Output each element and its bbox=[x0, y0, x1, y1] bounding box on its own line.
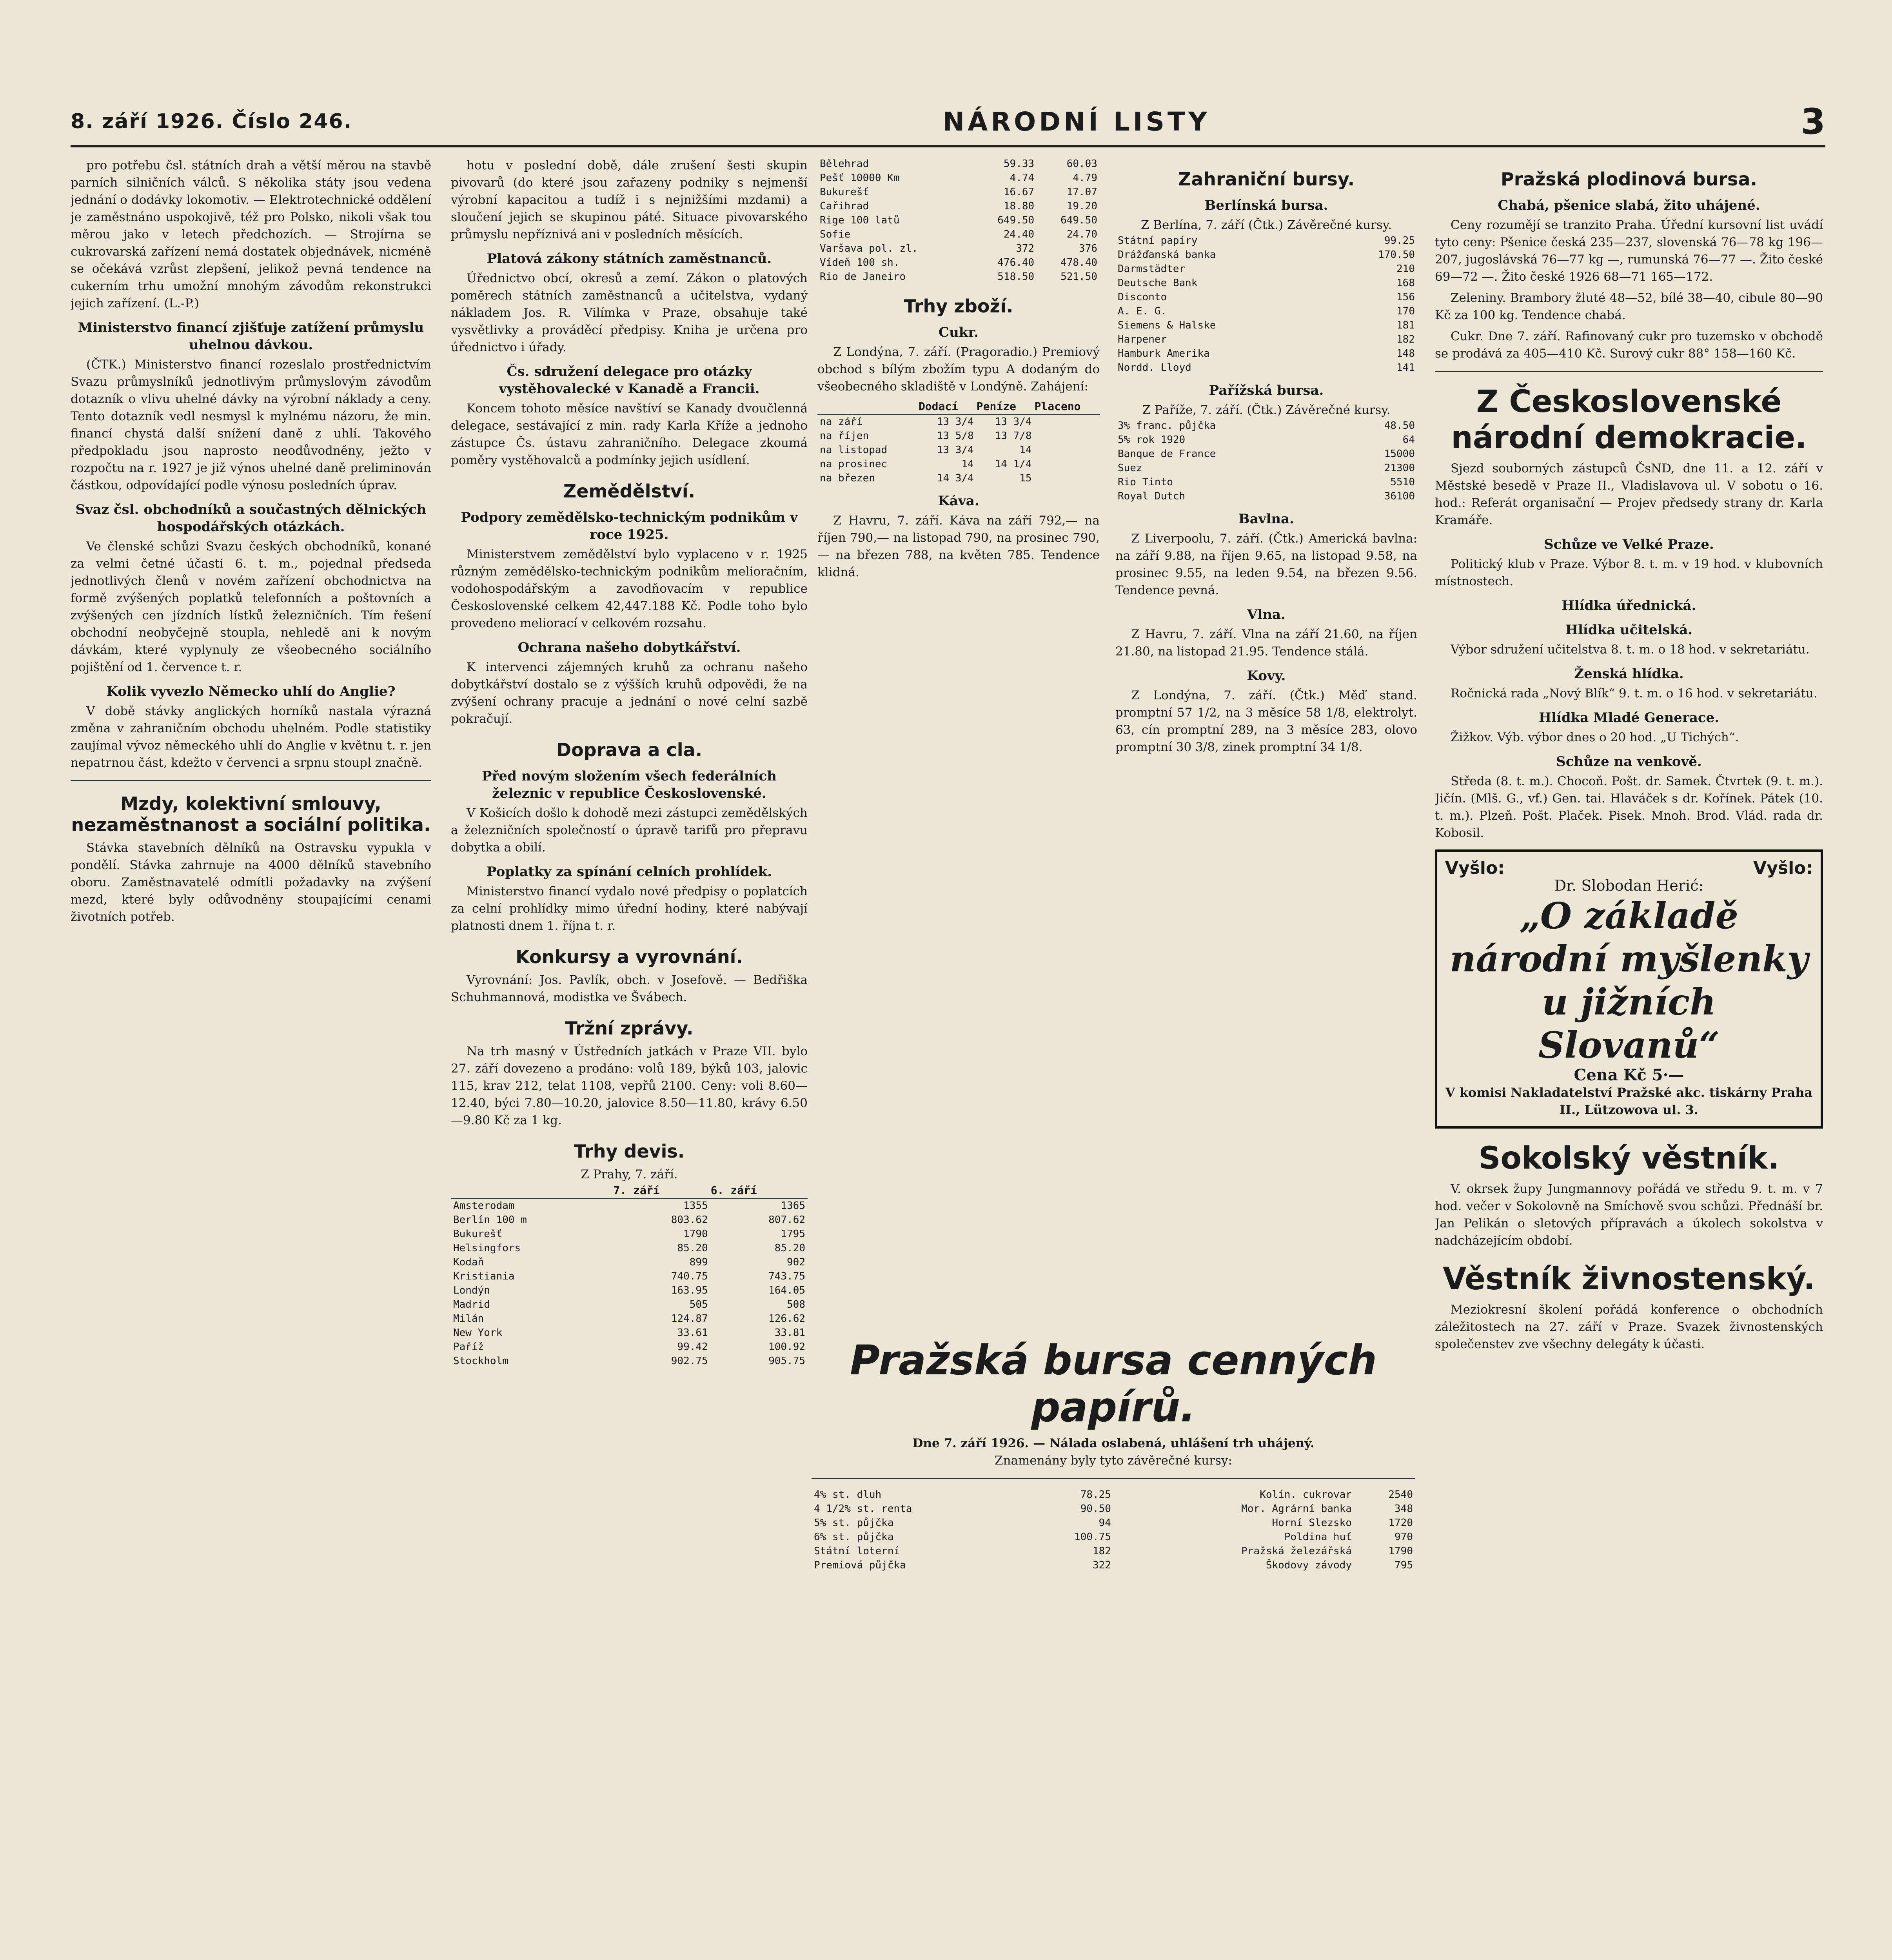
table-row bbox=[817, 414, 1100, 429]
table-cell: 85.20 bbox=[774, 1242, 805, 1254]
article-text: V. okrsek župy Jungmannovy pořádá ve středu 9. t. m. v 7 hod. večer v Sokolovně na Smíchově svou schůzi. Přednáší br. Jan Pelikán o sletových přípravách a úkolech sokolstva v nadcházejícím období. bbox=[1435, 1182, 1823, 1248]
table-cell: Bukurešť bbox=[453, 1228, 503, 1240]
ad-author: Dr. Slobodan Herić: bbox=[1554, 877, 1704, 894]
table-cell: 649.50 bbox=[997, 214, 1035, 226]
table-cell bbox=[1034, 429, 1100, 443]
article-text: Vyrovnání: Jos. Pavlík, obch. v Josefově. — Bedřiška Schuhmannová, modistka ve Švábech. bbox=[451, 973, 808, 1004]
ad-price: Cena Kč 5·— bbox=[1574, 1066, 1684, 1084]
table-row bbox=[1115, 276, 1417, 290]
table-cell: 4 1/2% st. renta bbox=[814, 1503, 912, 1515]
column-2 bbox=[451, 157, 808, 1960]
section-heading: Tržní zprávy. bbox=[565, 1018, 694, 1039]
section-heading: Pražská plodinová bursa. bbox=[1501, 169, 1757, 190]
article-heading: Cukr. bbox=[939, 325, 979, 340]
table-row bbox=[1115, 332, 1417, 347]
table-cell: 21300 bbox=[1384, 462, 1415, 474]
divider bbox=[812, 1478, 1415, 1479]
article-text: Na trh masný v Ústředních jatkách v Praze VII. bylo 27. září dovezeno a prodáno: volů 189, býků 103, jalovic 115, krav 212, telat 1108, vepřů 2100. Ceny: voli 8.60—12.40, býci 7.80—10.20, jalovice 8.50—11.80, krávy 6.50—9.80 Kč za 1 kg. bbox=[451, 1044, 808, 1127]
section-heading: Zemědělství. bbox=[563, 481, 695, 502]
table-cell: 1790 bbox=[1388, 1545, 1413, 1557]
table-cell: 4.79 bbox=[1073, 172, 1097, 184]
table-cell: 163.95 bbox=[671, 1285, 708, 1296]
article-heading: Hlídka Mladé Generace. bbox=[1538, 710, 1720, 726]
table-cell: 478.40 bbox=[1060, 257, 1097, 269]
paris-table bbox=[1115, 419, 1417, 503]
table-cell: Státní papíry bbox=[1118, 235, 1198, 247]
table-cell: 5510 bbox=[1390, 476, 1415, 488]
table-cell: 902 bbox=[787, 1256, 805, 1268]
table-cell: 4% st. dluh bbox=[814, 1489, 882, 1501]
table-cell: 740.75 bbox=[671, 1270, 708, 1282]
table-cell: 24.70 bbox=[1066, 229, 1097, 240]
table-row bbox=[812, 1558, 1415, 1572]
table-cell: Paříž bbox=[453, 1341, 484, 1353]
table-cell bbox=[1034, 457, 1100, 471]
table-cell: Suez bbox=[1118, 462, 1142, 474]
table-row bbox=[1115, 347, 1417, 361]
article-heading: Platová zákony státních zaměstnanců. bbox=[487, 251, 772, 267]
table-cell: Stockholm bbox=[453, 1355, 508, 1367]
table-cell: 156 bbox=[1396, 291, 1415, 303]
article-text: Stávka stavebních dělníků na Ostravsku vypukla v pondělí. Stávka zahrnuje na 4000 dělníků stavebního oboru. Zaměstnavatelé odmítli požadavky na zvýšení mezd, které byly odůvodněny stoupajícími cenami životních potřeb. bbox=[71, 841, 431, 924]
table-cell: na listopad bbox=[820, 444, 888, 456]
stock-subtitle: Dne 7. září 1926. — Nálada oslabená, uhlášení trh uhájený. bbox=[912, 1436, 1315, 1450]
article-text: Z Londýna, 7. září. (Pragoradio.) Premiový obchod s bílým zbožím typu A dodaným do všeobecného skladiště v Londýně. Zahájení: bbox=[817, 345, 1100, 394]
table-cell: Škodovy závody bbox=[1266, 1559, 1352, 1571]
table-cell: 13 3/4 bbox=[995, 416, 1032, 428]
article-heading: Před novým složením všech federálních železnic v republice Československé. bbox=[482, 768, 777, 801]
article-heading: Kolik vyvezlo Německo uhlí do Anglie? bbox=[106, 684, 396, 699]
page-number: 3 bbox=[1801, 101, 1825, 142]
table-cell: Drážďanská banka bbox=[1118, 249, 1216, 261]
table-cell: 100.75 bbox=[1074, 1531, 1111, 1543]
table-cell: 13 3/4 bbox=[937, 416, 974, 428]
table-cell: 4.74 bbox=[1010, 172, 1035, 184]
article-text: Ročnická rada „Nový Blík“ 9. t. m. o 16 hod. v sekretariátu. bbox=[1451, 686, 1818, 701]
table-cell: 376 bbox=[1079, 243, 1097, 254]
paris-caption: Z Paříže, 7. září. (Čtk.) Závěrečné kursy. bbox=[1142, 403, 1391, 417]
table-cell: na prosinec bbox=[820, 458, 888, 470]
table-cell: 33.81 bbox=[774, 1327, 805, 1339]
article-text: Z Havru, 7. září. Vlna na září 21.60, na říjen 21.80, na listopad 21.95. Tendence stálá. bbox=[1115, 627, 1417, 659]
stock-note: Znamenány byly tyto závěrečné kursy: bbox=[995, 1454, 1232, 1468]
article-text: Ministerstvem zemědělství bylo vyplaceno v r. 1925 různým zemědělsko-technickým podnikům melioračním, vodohospodářským a zavodňovacím v republice Československé celkem 42,447.188 Kč. Podle toho bylo provedeno meliorací v celkovém rozsahu. bbox=[451, 547, 808, 630]
table-row bbox=[451, 1269, 808, 1283]
table-cell: 33.61 bbox=[677, 1327, 708, 1339]
table-cell: 905.75 bbox=[768, 1355, 805, 1367]
table-cell: 181 bbox=[1396, 319, 1415, 331]
newspaper-title: NÁRODNÍ LISTY bbox=[943, 106, 1210, 137]
article-text: K intervenci zájemných kruhů za ochranu našeho dobytkářství dostalo se z výšších kruhů odpovědi, že na zvýšení ochrany pracuje a jednání o nové celní sazbě pokračují. bbox=[451, 660, 808, 726]
table-row bbox=[451, 1227, 808, 1241]
table-row bbox=[451, 1213, 808, 1227]
article-text: Ve členské schůzi Svazu českých obchodníků, konané za velmi četné účasti 6. t. m., pojednal předseda jednotlivých členů v novém zařízení obchodnictva na formě zvýšených poplatků telefonních a poštovních a zvýšených cen jízdních lístků železničních. Tím řešení obchodní neobyčejně stoupla, nehledě ani k novým dávkám, které vyplynuly ze všeobecného sociálního pojištění od 1. července t. r. bbox=[71, 539, 431, 674]
table-cell: 19.20 bbox=[1066, 200, 1097, 212]
table-row bbox=[817, 157, 1100, 171]
table-row bbox=[817, 213, 1100, 227]
article-text: Úřednictvo obcí, okresů a zemí. Zákon o platových poměrech státních zaměstnanců a učitelstva, vydaný nákladem Jos. R. Vilímka v Praze, obsahuje také vysvětlivky a prováděcí předpisy. Kniha je určena pro úřednictvo i úřady. bbox=[451, 271, 808, 354]
table-cell: 141 bbox=[1396, 362, 1415, 374]
table-row bbox=[451, 1326, 808, 1340]
book-advertisement bbox=[1435, 849, 1823, 1129]
table-cell: 348 bbox=[1394, 1503, 1413, 1515]
article-heading: Schůze ve Velké Praze. bbox=[1544, 537, 1714, 552]
table-cell: 16.67 bbox=[1003, 186, 1035, 198]
table-row bbox=[817, 471, 1100, 485]
table-cell: 970 bbox=[1394, 1531, 1413, 1543]
table-cell: Nordd. Lloyd bbox=[1118, 362, 1191, 374]
table-cell: Bělehrad bbox=[820, 158, 869, 170]
stock-table bbox=[812, 1488, 1415, 1572]
article-text: Z Havru, 7. září. Káva na září 792,— na říjen 790,— na listopad 790, na prosinec 790,— na březen 788, na květen 785. Tendence klidná. bbox=[817, 514, 1100, 579]
table-row bbox=[1115, 419, 1417, 433]
article-text: Z Liverpoolu, 7. září. (Čtk.) Americká bavlna: na září 9.88, na říjen 9.65, na listopad 9.58, na prosinec 9.55, na leden 9.54, na březen 9.56. Tendence pevná. bbox=[1115, 532, 1417, 597]
table-cell: 210 bbox=[1396, 263, 1415, 275]
table-cell: 14 3/4 bbox=[937, 472, 974, 484]
table-row bbox=[1115, 262, 1417, 276]
column-1 bbox=[71, 157, 431, 1960]
table-cell: 3% franc. půjčka bbox=[1118, 420, 1216, 432]
devis-table bbox=[451, 1183, 808, 1368]
table-cell bbox=[1034, 471, 1100, 485]
table-cell: Darmstädter bbox=[1118, 263, 1186, 275]
table-cell: 1795 bbox=[781, 1228, 805, 1240]
sugar-table bbox=[817, 399, 1100, 485]
rates-table bbox=[817, 157, 1100, 284]
table-cell: Poldina huť bbox=[1284, 1531, 1352, 1543]
table-cell: 1355 bbox=[683, 1200, 708, 1212]
table-cell: Sofie bbox=[820, 229, 851, 240]
table-cell: Amsterodam bbox=[453, 1200, 515, 1212]
table-header: Peníze bbox=[976, 399, 1034, 414]
divider bbox=[1435, 371, 1823, 372]
table-row bbox=[1115, 433, 1417, 447]
table-row bbox=[812, 1488, 1415, 1502]
article-heading: Čs. sdružení delegace pro otázky vystěhovalecké v Kanadě a Francii. bbox=[499, 364, 760, 397]
table-cell: 18.80 bbox=[1003, 200, 1035, 212]
table-cell: Bukurešť bbox=[820, 186, 869, 198]
table-cell: 2540 bbox=[1388, 1489, 1413, 1501]
table-cell: 521.50 bbox=[1060, 271, 1097, 283]
table-cell: Helsingfors bbox=[453, 1242, 521, 1254]
table-row bbox=[1115, 290, 1417, 304]
table-header: 7. září bbox=[613, 1183, 710, 1198]
table-cell: 14 1/4 bbox=[995, 458, 1032, 470]
trade-heading: Věstník živnostenský. bbox=[1443, 1261, 1815, 1297]
table-cell: Rio de Janeiro bbox=[820, 271, 906, 283]
table-row bbox=[1115, 234, 1417, 248]
table-cell: Rio Tinto bbox=[1118, 476, 1173, 488]
table-row bbox=[812, 1502, 1415, 1516]
table-cell: Horní Slezsko bbox=[1272, 1517, 1352, 1529]
table-cell: 5% st. půjčka bbox=[814, 1517, 894, 1529]
table-row bbox=[1115, 318, 1417, 332]
article-text: Zeleniny. Brambory žluté 48—52, bílé 38—40, cibule 80—90 Kč za 100 kg. Tendence chabá. bbox=[1435, 291, 1823, 322]
article-text: hotu v poslední době, dále zrušení šesti skupin pivovarů (do které jsou zařazeny podniky s nejmenší výrobní kapacitou a tudíž i s nejnižšími mzdami) a sloučení jejich se skupinou páté. Situace pivovarského průmyslu nepříznivá ani v posledních měsících. bbox=[451, 158, 808, 241]
section-heading: Doprava a cla. bbox=[556, 739, 703, 760]
issue-date: 8. září 1926. Číslo 246. bbox=[71, 110, 352, 133]
table-cell: Mor. Agrární banka bbox=[1241, 1503, 1352, 1515]
table-header bbox=[817, 399, 918, 414]
article-heading: Poplatky za spínání celních prohlídek. bbox=[487, 864, 772, 880]
table-cell: Banque de France bbox=[1118, 448, 1216, 460]
divider bbox=[71, 780, 431, 781]
table-cell: 100.92 bbox=[768, 1341, 805, 1353]
table-cell: Kolín. cukrovar bbox=[1260, 1489, 1352, 1501]
article-text: Z Londýna, 7. září. (Čtk.) Měď stand. promptní 57 1/2, na 3 měsíce 58 1/8, elektrolyt. 63, cín promptní 289, na 3 měsíce 283, olovo promptní 30 3/8, zinek promptní 34 1/8. bbox=[1115, 688, 1417, 754]
ad-label-right: Vyšlo: bbox=[1753, 858, 1813, 878]
article-text: Ministerstvo financí vydalo nové předpisy o poplatcích za celní prohlídky mimo úřední hodiny, které nabývají platnosti dnem 1. října t. r. bbox=[451, 884, 808, 933]
table-row bbox=[812, 1530, 1415, 1544]
article-text: Cukr. Dne 7. září. Rafinovaný cukr pro tuzemsko v obchodě se prodává za 405—410 Kč. Surový cukr 88° 158—160 Kč. bbox=[1435, 329, 1823, 361]
devis-caption: Z Prahy, 7. září. bbox=[581, 1167, 678, 1181]
table-cell: 59.33 bbox=[1003, 158, 1035, 170]
table-header: 6. září bbox=[710, 1183, 808, 1198]
table-header: Placeno bbox=[1034, 399, 1100, 414]
table-cell: 170 bbox=[1396, 305, 1415, 317]
article-heading: Vlna. bbox=[1247, 607, 1286, 622]
table-cell: 372 bbox=[1016, 243, 1035, 254]
article-heading: Bavlna. bbox=[1238, 511, 1295, 527]
table-cell: na březen bbox=[820, 472, 875, 484]
masthead bbox=[71, 98, 1825, 147]
table-cell: Disconto bbox=[1118, 291, 1167, 303]
ad-publisher: V komisi Nakladatelství Pražské akc. tiskárny Praha II., Lützowova ul. 3. bbox=[1445, 1085, 1813, 1117]
article-text: Meziokresní školení pořádá konference o obchodních záležitostech na 27. září v Praze. Svazek živnostenských společenstev zve všechny delegáty k účasti. bbox=[1435, 1303, 1823, 1351]
article-text: Žižkov. Výb. výbor dnes o 20 hod. „U Tichých“. bbox=[1451, 730, 1739, 744]
table-cell: 60.03 bbox=[1066, 158, 1097, 170]
table-cell: 182 bbox=[1396, 334, 1415, 345]
section-heading: Mzdy, kolektivní smlouvy, nezaměstnanost a sociální politika. bbox=[71, 793, 431, 835]
table-row bbox=[817, 199, 1100, 213]
article-heading: Chabá, pšenice slabá, žito uhájené. bbox=[1498, 198, 1760, 213]
table-row bbox=[817, 227, 1100, 241]
table-cell: A. E. G. bbox=[1118, 305, 1167, 317]
table-row bbox=[812, 1516, 1415, 1530]
stock-title: Pražská bursa cenných papírů. bbox=[850, 1336, 1377, 1431]
table-row bbox=[1115, 248, 1417, 262]
article-text: V Košicích došlo k dohodě mezi zástupci zemědělských a železničních společností o úpravě tarifů pro přepravu dobytka a obilí. bbox=[451, 806, 808, 855]
table-cell: 126.62 bbox=[768, 1313, 805, 1325]
table-cell: 24.40 bbox=[1003, 229, 1035, 240]
article-text: Ceny rozumějí se tranzito Praha. Úřední kursovní list uvádí tyto ceny: Pšenice česká 235—237, slovenská 76—78 kg 196—207, jugoslávská 76—77 kg —, rumunská 76—77 —. Žito české 69—72 —. Žito české 1926 68—71 165—172. bbox=[1435, 218, 1823, 284]
table-cell: Royal Dutch bbox=[1118, 490, 1186, 502]
section-heading: Trhy zboží. bbox=[904, 296, 1013, 317]
table-cell: New York bbox=[453, 1327, 503, 1339]
table-row bbox=[451, 1198, 808, 1213]
table-header bbox=[451, 1183, 613, 1198]
table-row bbox=[451, 1255, 808, 1269]
table-cell: 182 bbox=[1093, 1545, 1111, 1557]
table-row bbox=[451, 1354, 808, 1368]
ad-label-left: Vyšlo: bbox=[1445, 858, 1505, 878]
table-row bbox=[817, 256, 1100, 270]
table-cell: Cařihrad bbox=[820, 200, 869, 212]
article-heading: Svaz čsl. obchodníků a součastných dělnických hospodářských otázkách. bbox=[75, 502, 427, 535]
article-heading: Schůze na venkově. bbox=[1556, 754, 1702, 769]
table-cell: 6% st. půjčka bbox=[814, 1531, 894, 1543]
table-cell: Rige 100 latů bbox=[820, 214, 900, 226]
article-heading: Ministerstvo financí zjišťuje zatížení průmyslu uhelnou dávkou. bbox=[78, 320, 424, 353]
table-row bbox=[451, 1283, 808, 1298]
table-cell: 124.87 bbox=[671, 1313, 708, 1325]
table-cell: Hamburk Amerika bbox=[1118, 348, 1210, 359]
table-row bbox=[817, 241, 1100, 256]
table-cell: 13 3/4 bbox=[937, 444, 974, 456]
article-heading: Berlínská bursa. bbox=[1204, 198, 1328, 213]
section-heading: Zahraniční bursy. bbox=[1178, 169, 1355, 190]
table-cell: 99.25 bbox=[1384, 235, 1415, 247]
table-row bbox=[1115, 475, 1417, 489]
table-cell: Madrid bbox=[453, 1299, 490, 1310]
table-cell: 803.62 bbox=[671, 1214, 708, 1226]
article-text: V době stávky anglických horníků nastala výrazná změna v zahraničním obchodu uhelném. Podle statistiky zaujímal vývoz německého uhlí do Anglie v květnu t. r. jen nepatrnou část, kdežto v červenci a srpnu stoupl značně. bbox=[71, 704, 431, 770]
table-cell: 94 bbox=[1099, 1517, 1111, 1529]
table-row bbox=[817, 457, 1100, 471]
party-title: Z Československé národní demokracie. bbox=[1451, 384, 1807, 456]
table-row bbox=[1115, 304, 1417, 318]
table-row bbox=[817, 270, 1100, 284]
table-cell: 1790 bbox=[683, 1228, 708, 1240]
article-heading: Káva. bbox=[938, 493, 979, 509]
article-text: Středa (8. t. m.). Chocoň. Pošt. dr. Samek. Čtvrtek (9. t. m.). Jičín. (Mlš. G., vf.) Gen. tai. Hlaváček s dr. Kořínek. Pátek (10. t. m.). Plzeň. Pošt. Plaček. Pisek. Mnoh. Brod. Vlád. rada dr. Kobosil. bbox=[1435, 774, 1823, 840]
table-cell: Londýn bbox=[453, 1285, 490, 1296]
table-cell: 85.20 bbox=[677, 1242, 708, 1254]
table-row bbox=[1115, 361, 1417, 375]
table-row bbox=[817, 429, 1100, 443]
table-cell: 899 bbox=[689, 1256, 708, 1268]
table-cell: Harpener bbox=[1118, 334, 1167, 345]
article-heading: Hlídka učitelská. bbox=[1565, 622, 1693, 638]
table-cell: 90.50 bbox=[1080, 1503, 1111, 1515]
article-heading: Ochrana našeho dobytkářství. bbox=[517, 640, 741, 655]
table-header: Dodací bbox=[918, 399, 976, 414]
table-cell: 17.07 bbox=[1066, 186, 1097, 198]
sokol-heading: Sokolský věstník. bbox=[1478, 1141, 1779, 1176]
table-cell: Pešť 10000 Km bbox=[820, 172, 900, 184]
table-cell bbox=[1034, 443, 1100, 457]
article-heading: Hlídka úřednická. bbox=[1562, 598, 1696, 613]
table-cell: na září bbox=[820, 416, 863, 428]
article-heading: Podpory zemědělsko-technickým podnikům v roce 1925. bbox=[461, 510, 798, 543]
table-cell: 649.50 bbox=[1060, 214, 1097, 226]
table-cell: 13 5/8 bbox=[937, 430, 974, 442]
table-cell: Berlín 100 m bbox=[453, 1214, 527, 1226]
table-cell: 78.25 bbox=[1080, 1489, 1111, 1501]
table-cell: Deutsche Bank bbox=[1118, 277, 1198, 289]
article-text: (ČTK.) Ministerstvo financí rozeslalo prostřednictvím Svazu průmyslníků jednotlivým průmyslovým závodům dotazník o vlivu uhelné dávky na výrobní náklady a ceny. Tento dotazník vedl nesmysl k mylnému názoru, že min. financí chystá další snížení daně z uhlí. Takového předpokladu jsou naprosto neodůvodněny, ježto v rozpočtu na r. 1927 je již výnos uhelné daně preliminován částkou, odpovídající podle výnosu posledních úprav. bbox=[71, 358, 431, 492]
column-3 bbox=[817, 157, 1417, 1309]
table-cell: 14 bbox=[961, 458, 974, 470]
article-heading: Ženská hlídka. bbox=[1574, 666, 1684, 682]
table-cell: 1365 bbox=[781, 1200, 805, 1212]
table-cell: 15 bbox=[1019, 472, 1032, 484]
article-text: Výbor sdružení učitelstva 8. t. m. o 18 hod. v sekretariátu. bbox=[1451, 642, 1810, 657]
table-cell: 322 bbox=[1093, 1559, 1111, 1571]
table-cell: 476.40 bbox=[997, 257, 1035, 269]
section-heading: Konkursy a vyrovnání. bbox=[516, 946, 743, 967]
ad-title: „O základě národní myšlenky u jižních Slovanů“ bbox=[1449, 895, 1808, 1066]
table-cell: Vídeň 100 sh. bbox=[820, 257, 900, 269]
stock-section bbox=[812, 1325, 1415, 1960]
article-text: Koncem tohoto měsíce navštíví se Kanady dvoučlenná delegace, sestávající z min. rady Karla Kříže a jednoho zástupce Čs. ústavu zahraničního. Delegace zkoumá poměry vystěhovalců a podmínky jejich usídlení. bbox=[451, 401, 808, 467]
table-cell: 518.50 bbox=[997, 271, 1035, 283]
table-cell: 148 bbox=[1396, 348, 1415, 359]
table-row bbox=[812, 1544, 1415, 1558]
table-cell bbox=[1034, 414, 1100, 429]
table-row bbox=[451, 1241, 808, 1255]
berlin-table bbox=[1115, 234, 1417, 375]
table-cell: 5% rok 1920 bbox=[1118, 434, 1186, 446]
table-cell: Kodaň bbox=[453, 1256, 484, 1268]
table-cell: 743.75 bbox=[768, 1270, 805, 1282]
table-cell: Premiová půjčka bbox=[814, 1559, 906, 1571]
table-row bbox=[817, 185, 1100, 199]
table-cell: 13 7/8 bbox=[995, 430, 1032, 442]
section-heading: Trhy devis. bbox=[574, 1141, 685, 1162]
table-row bbox=[1115, 461, 1417, 475]
berlin-caption: Z Berlína, 7. září (Čtk.) Závěrečné kursy. bbox=[1140, 218, 1392, 232]
table-row bbox=[451, 1298, 808, 1312]
column-4 bbox=[1435, 157, 1823, 1960]
table-row bbox=[817, 443, 1100, 457]
table-cell: 807.62 bbox=[768, 1214, 805, 1226]
table-cell: 505 bbox=[689, 1299, 708, 1310]
table-row bbox=[451, 1340, 808, 1354]
table-cell: 168 bbox=[1396, 277, 1415, 289]
table-row bbox=[817, 171, 1100, 185]
article-text: Politický klub v Praze. Výbor 8. t. m. v 19 hod. v klubovních místnostech. bbox=[1435, 557, 1823, 588]
table-cell: Kristiania bbox=[453, 1270, 515, 1282]
table-cell: 99.42 bbox=[677, 1341, 708, 1353]
table-cell: 48.50 bbox=[1384, 420, 1415, 432]
table-cell: 64 bbox=[1402, 434, 1415, 446]
table-row bbox=[1115, 489, 1417, 503]
table-cell: 795 bbox=[1394, 1559, 1413, 1571]
article-text: pro potřebu čsl. státních drah a větší měrou na stavbě parních silničních válců. S několika státy jsou vedena jednání o dodávky lokomotiv. — Elektrotechnické oddělení je zaměstnáno uspokojivě, též pro Polsko, nikoli však tou měrou jako v letech předchozích. — Strojírna se cukrovarská zařízení nemá dostatek objednávek, nicméně se očekává vzrůst zlepšení, jelikož pevná tendence na cukerním trhu umožní mnohým závodům rekonstrukci jejich zařízení. (L.-P.) bbox=[71, 158, 431, 310]
table-cell: Siemens & Halske bbox=[1118, 319, 1216, 331]
article-text: Sjezd souborných zástupců ČsND, dne 11. a 12. září v Městské besedě v Praze II., Vladislavova ul. V sobotu o 16. hod.: Referát organisační — Projev předsedy strany dr. Karla Kramáře. bbox=[1435, 461, 1823, 527]
article-heading: Kovy. bbox=[1247, 668, 1286, 684]
table-cell: Milán bbox=[453, 1313, 484, 1325]
table-cell: 508 bbox=[787, 1299, 805, 1310]
table-cell: 902.75 bbox=[671, 1355, 708, 1367]
table-row bbox=[1115, 447, 1417, 461]
table-cell: 170.50 bbox=[1378, 249, 1415, 261]
table-cell: Státní loterní bbox=[814, 1545, 900, 1557]
table-cell: 164.05 bbox=[768, 1285, 805, 1296]
table-cell: 14 bbox=[1019, 444, 1032, 456]
article-heading: Pařížská bursa. bbox=[1209, 383, 1324, 398]
table-cell: 1720 bbox=[1388, 1517, 1413, 1529]
table-cell: 15000 bbox=[1384, 448, 1415, 460]
table-row bbox=[451, 1312, 808, 1326]
table-cell: 36100 bbox=[1384, 490, 1415, 502]
table-cell: Varšava pol. zl. bbox=[820, 243, 918, 254]
table-cell: na říjen bbox=[820, 430, 869, 442]
table-cell: Pražská železářská bbox=[1241, 1545, 1352, 1557]
